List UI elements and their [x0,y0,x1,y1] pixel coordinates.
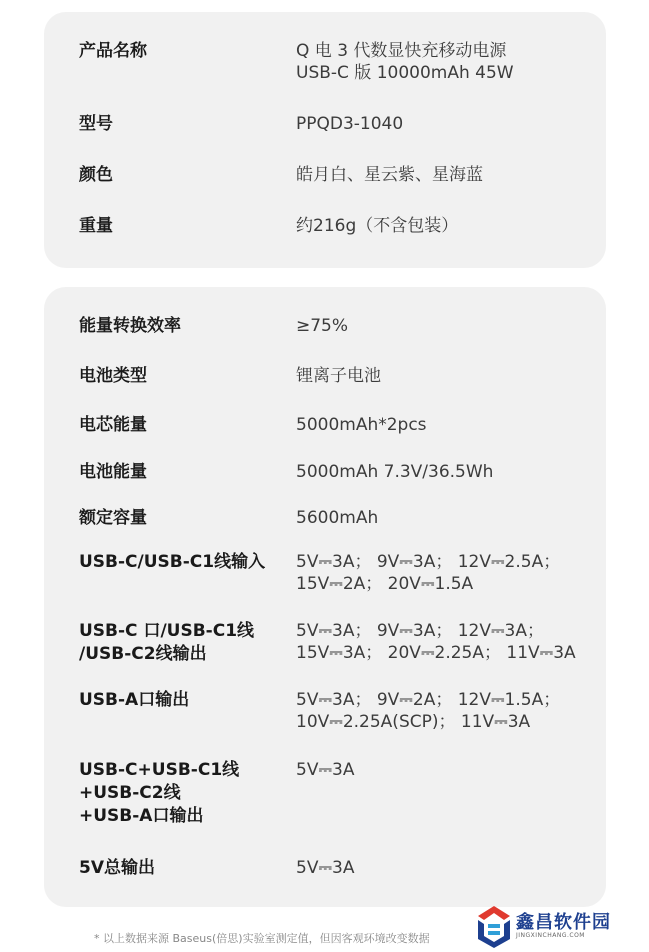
spec-label [79,507,289,530]
basic-spec-card [44,12,606,268]
spec-label [79,164,289,187]
spec-value-line: PPQD3-1040 [296,114,404,134]
spec-value [296,689,596,733]
spec-value-line: 5V⎓3A； 9V⎓3A； 12V⎓3A； [296,621,544,641]
spec-value [296,365,596,387]
spec-label-line: USB-C 口/USB-C1线 [79,621,255,641]
spec-value [296,551,596,595]
spec-label-line: USB-C/USB-C1线输入 [79,552,266,572]
spec-value-line: 15V⎓3A； 20V⎓2.25A； 11V⎓3A [296,643,576,663]
spec-label-line: +USB-A口输出 [79,806,204,826]
power-spec-card [44,287,606,907]
spec-label [79,551,289,574]
spec-label [79,461,289,484]
spec-value-line: 约216g（不含包装） [296,216,459,236]
spec-value-line: 5000mAh 7.3V/36.5Wh [296,462,494,482]
spec-label-line: 5V总输出 [79,858,155,878]
spec-value [296,40,596,84]
spec-value [296,857,596,879]
spec-label [79,689,289,712]
spec-label [79,365,289,388]
spec-value [296,507,596,529]
spec-value-line: USB-C 版 10000mAh 45W [296,63,514,83]
spec-value-line: 10V⎓2.25A(SCP)； 11V⎓3A [296,712,531,732]
spec-value-line: 5V⎓3A； 9V⎓3A； 12V⎓2.5A； [296,552,561,572]
spec-value [296,759,596,781]
watermark-domain: JINGXINCHANG.COM [516,932,585,939]
spec-label-line: 型号 [79,114,113,134]
spec-label [79,40,289,63]
footnote: * 以上数据来源 Baseus(倍思)实验室测定值，但因客观环境改变数据 [94,932,430,945]
spec-label-line: 电池能量 [79,462,147,482]
spec-value-line: 5000mAh*2pcs [296,415,427,435]
spec-label-line: +USB-C2线 [79,783,181,803]
spec-value-line: 皓月白、星云紫、星海蓝 [296,165,483,185]
spec-value [296,315,596,337]
spec-value-line: ≥75% [296,316,349,336]
watermark-logo [474,904,644,948]
spec-label [79,215,289,238]
spec-label [79,113,289,136]
spec-value-line: 5V⎓3A [296,760,355,780]
spec-label-line: USB-A口输出 [79,690,190,710]
spec-value-line: 锂离子电池 [296,366,381,386]
spec-value-line: Q 电 3 代数显快充移动电源 [296,41,507,61]
watermark-name: 鑫昌软件园 [516,912,611,933]
spec-label-line: 能量转换效率 [79,316,181,336]
spec-value [296,620,596,664]
spec-label [79,857,289,880]
spec-label-line: 额定容量 [79,508,147,528]
spec-value [296,164,596,186]
spec-value-line: 15V⎓2A； 20V⎓1.5A [296,574,474,594]
spec-label [79,414,289,437]
spec-value-line: 5600mAh [296,508,379,528]
spec-label [79,620,289,666]
spec-value-line: 5V⎓3A [296,858,355,878]
spec-value [296,414,596,436]
spec-label [79,759,289,828]
spec-label-line: 电池类型 [79,366,147,386]
spec-value [296,113,596,135]
spec-label-line: 产品名称 [79,41,147,61]
spec-value-line: 5V⎓3A； 9V⎓2A； 12V⎓1.5A； [296,690,561,710]
logo-icon [474,904,514,948]
spec-label-line: /USB-C2线输出 [79,644,207,664]
spec-value [296,215,596,237]
spec-label-line: 颜色 [79,165,113,185]
spec-label [79,315,289,338]
spec-value [296,461,596,483]
spec-label-line: USB-C+USB-C1线 [79,760,240,780]
spec-label-line: 重量 [79,216,113,236]
spec-label-line: 电芯能量 [79,415,147,435]
